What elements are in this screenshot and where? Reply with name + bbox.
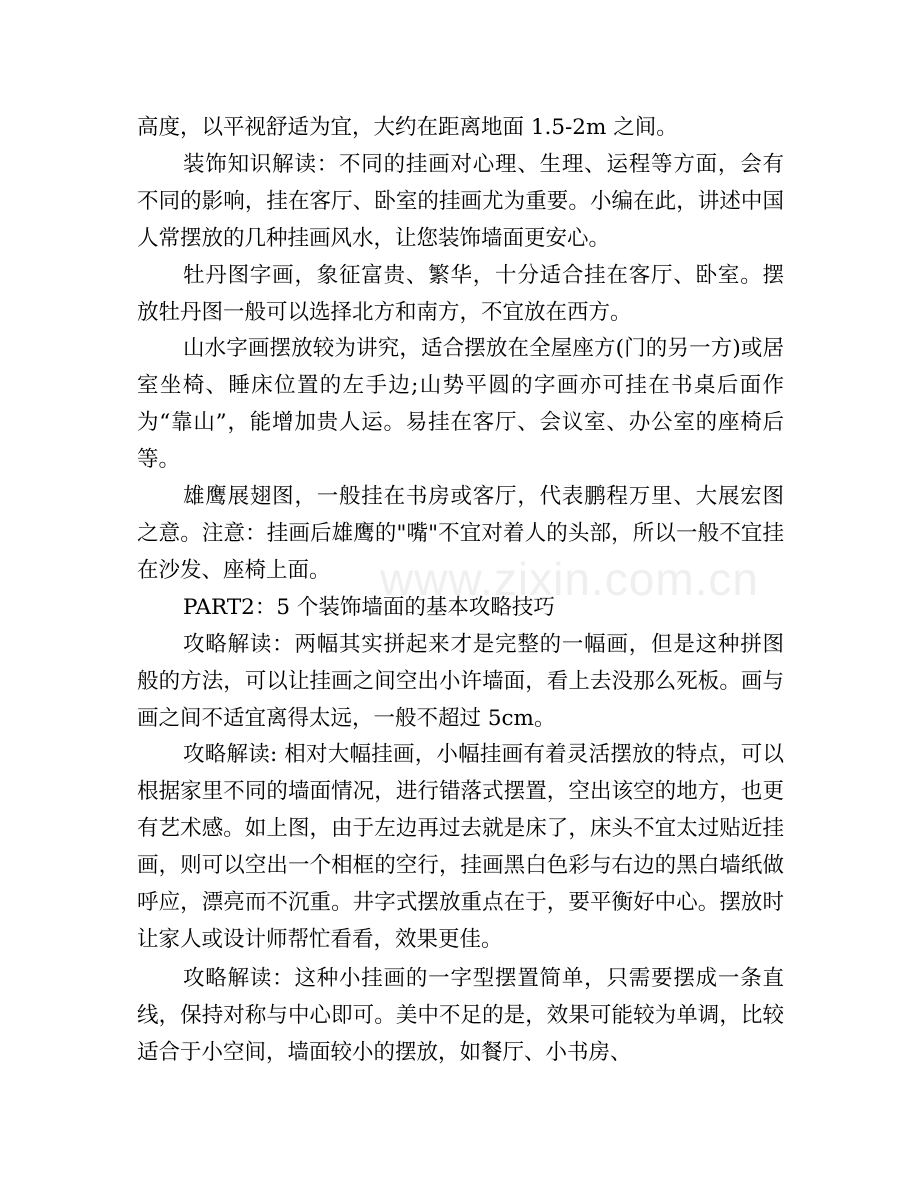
paragraph-landscape-painting: 山水字画摆放较为讲究，适合摆放在全屋座方(门的另一方)或居室坐椅、睡床位置的左手边;山势平圆的字画亦可挂在书桌后面作为“靠山”，能增加贵人运。易挂在客厅、会议室、办公室的座椅后等。	[137, 336, 784, 473]
section-heading-part2: PART2：5 个装饰墙面的基本攻略技巧	[183, 594, 555, 620]
paragraph-peony-painting: 牡丹图字画，象征富贵、繁华，十分适合挂在客厅、卧室。摆放牡丹图一般可以选择北方和南方，不宜放在西方。	[137, 262, 784, 325]
paragraph-continuation: 高度，以平视舒适为宜，大约在距离地面 1.5-2m 之间。	[137, 115, 678, 140]
paragraph-decoration-knowledge: 装饰知识解读：不同的挂画对心理、生理、运程等方面，会有不同的影响，挂在客厅、卧室的挂画尤为重要。小编在此，讲述中国人常摆放的几种挂画风水，让您装饰墙面更安心。	[137, 151, 784, 251]
paragraph-strategy-3: 攻略解读：这种小挂画的一字型摆置简单，只需要摆成一条直线，保持对称与中心即可。美中不足的是，效果可能较为单调，比较适合于小空间，墙面较小的摆放，如餐厅、小书房、	[137, 965, 784, 1065]
paragraph-strategy-1: 攻略解读：两幅其实拼起来才是完整的一幅画，但是这种拼图般的方法，可以让挂画之间空出小许墙面，看上去没那么死板。画与画之间不适宜离得太远，一般不超过 5cm。	[137, 631, 784, 731]
paragraph-strategy-2: 攻略解读: 相对大幅挂画，小幅挂画有着灵活摆放的特点，可以根据家里不同的墙面情况，进行错落式摆置，空出该空的地方，也更有艺术感。如上图，由于左边再过去就是床了，床头不宜太过贴近挂画，则可以空出一个相框的空行，挂画黑白色彩与右边的黑白墙纸做呼应，漂亮而不沉重。井字式摆放重点在于，要平衡好中心。摆放时让家人或设计师帮忙看看，效果更佳。	[137, 742, 784, 952]
body-text	[137, 110, 784, 1072]
watermark: www.zixin.com.cn	[380, 553, 759, 605]
paragraph-eagle-painting: 雄鹰展翅图，一般挂在书房或客厅，代表鹏程万里、大展宏图之意。注意：挂画后雄鹰的"嘴"不宜对着人的头部，所以一般不宜挂在沙发、座椅上面。	[137, 484, 784, 583]
